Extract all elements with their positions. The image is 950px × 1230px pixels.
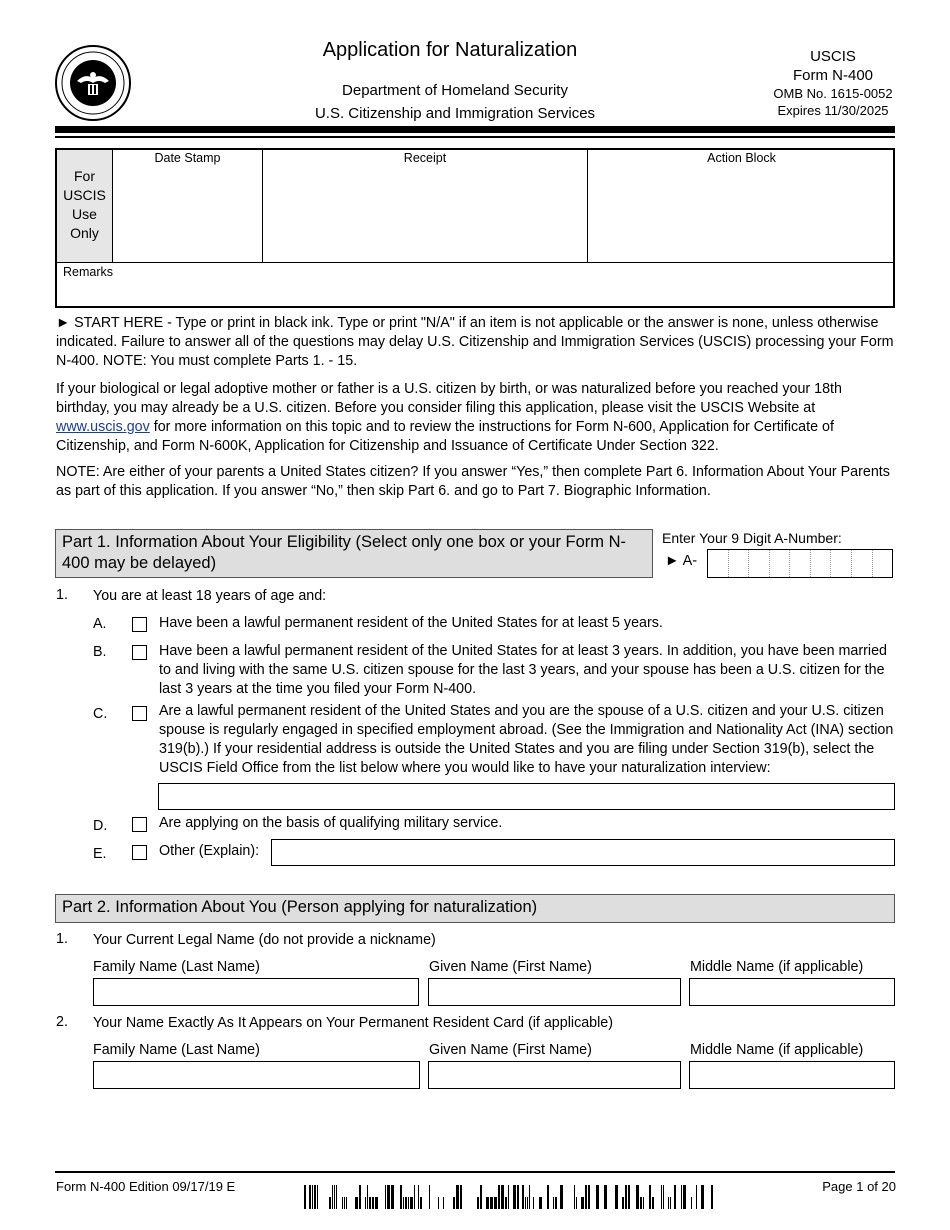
option-e-letter: E. xyxy=(93,846,107,862)
page-number: Page 1 of 20 xyxy=(822,1179,896,1194)
option-d-checkbox[interactable] xyxy=(132,817,147,832)
option-e-checkbox[interactable] xyxy=(132,845,147,860)
part1-header: Part 1. Information About Your Eligibility (Select only one box or your Form N-400 may be delayed) xyxy=(55,529,653,578)
option-c-checkbox[interactable] xyxy=(132,706,147,721)
middle-name-label: Middle Name (if applicable) xyxy=(690,959,864,975)
uscis-use-only-box xyxy=(55,148,895,308)
part2-item2-number: 2. xyxy=(56,1014,68,1030)
option-c-letter: C. xyxy=(93,706,108,722)
a-number-prefix: ► A- xyxy=(665,553,698,569)
expiration-date: Expires 11/30/2025 xyxy=(777,103,889,118)
uscis-website-link[interactable]: www.uscis.gov xyxy=(56,419,150,435)
omb-number: OMB No. 1615-0052 xyxy=(773,86,893,101)
uscis-use-only-label: For USCIS Use Only xyxy=(57,150,113,262)
start-here-instructions: ► START HERE - Type or print in black ink. Type or print "N/A" if an item is not applicable or the answer is none, unless otherwise indicated. Failure to answer all of the questions may delay U.S. Citizenship and Immigration Services (USCIS) processing your Form N-400. NOTE: You must complete Parts 1. - 15. xyxy=(56,315,894,369)
header-rule-thick xyxy=(55,126,895,133)
parents-note: NOTE: Are either of your parents a United States citizen? If you answer “Yes,” then complete Part 6. Information About Your Parents as part of this application. If you answer “No,” then skip Part 6. and go to Part 7. Biographic Information. xyxy=(56,464,890,499)
form-edition: Form N-400 Edition 09/17/19 E xyxy=(56,1179,236,1194)
option-b-letter: B. xyxy=(93,644,107,660)
option-b-text: Have been a lawful permanent resident of the United States for at least 3 years. In addition, you have been married to and living with the same U.S. citizen spouse for the last 3 years, and your spouse has been a U.S. citizen for the last 3 years at the time you filed your Form N-400. xyxy=(159,643,887,697)
option-e-text: Other (Explain): xyxy=(159,843,260,859)
part1-item-number: 1. xyxy=(56,587,68,603)
option-a-letter: A. xyxy=(93,616,107,632)
prc-given-name-input[interactable] xyxy=(428,1061,681,1089)
action-block-cell: Action Block xyxy=(707,151,776,165)
resident-card-name-question: Your Name Exactly As It Appears on Your Permanent Resident Card (if applicable) xyxy=(93,1015,614,1031)
other-explain-input[interactable] xyxy=(271,839,895,866)
given-name-input[interactable] xyxy=(428,978,681,1006)
remarks-cell: Remarks xyxy=(57,262,893,306)
part1-question: You are at least 18 years of age and: xyxy=(93,588,327,604)
family-name-input[interactable] xyxy=(93,978,419,1006)
citizenship-info-paragraph: If your biological or legal adoptive mother or father is a U.S. citizen by birth, or was naturalized before you reached your 18th birthday, you may already be a U.S. citizen. Before you consider filing this application, please visit the USCIS Website at www.uscis.gov for more information on this topic and to review the instructions for Form N-600, Application for Certificate of Citizenship, and Form N-600K, Application for Citizenship and Issuance of Certificate Under Section 322. xyxy=(56,381,842,454)
a-number-input[interactable] xyxy=(707,549,893,578)
date-stamp-cell: Date Stamp xyxy=(113,150,263,262)
given-name-label: Given Name (First Name) xyxy=(429,959,592,975)
receipt-cell: Receipt xyxy=(263,150,588,262)
prc-family-name-label: Family Name (Last Name) xyxy=(93,1042,260,1058)
form-agency: USCIS xyxy=(810,48,856,65)
prc-middle-name-label: Middle Name (if applicable) xyxy=(690,1042,864,1058)
a-number-label: Enter Your 9 Digit A-Number: xyxy=(662,530,842,546)
barcode-icon xyxy=(304,1185,714,1209)
form-subtitle xyxy=(260,79,650,125)
option-a-checkbox[interactable] xyxy=(132,617,147,632)
agency-name: U.S. Citizenship and Immigration Services xyxy=(314,105,596,122)
form-title: Application for Naturalization xyxy=(322,39,578,61)
prc-family-name-input[interactable] xyxy=(93,1061,420,1089)
prc-middle-name-input[interactable] xyxy=(689,1061,895,1089)
family-name-label: Family Name (Last Name) xyxy=(93,959,260,975)
prc-given-name-label: Given Name (First Name) xyxy=(429,1042,592,1058)
option-d-letter: D. xyxy=(93,818,108,834)
part2-item1-number: 1. xyxy=(56,931,68,947)
dhs-seal-icon xyxy=(55,45,131,121)
option-d-text: Are applying on the basis of qualifying military service. xyxy=(159,815,503,831)
footer-rule xyxy=(55,1171,895,1173)
department-name: Department of Homeland Security xyxy=(342,82,568,99)
option-b-checkbox[interactable] xyxy=(132,645,147,660)
header-rule-thin xyxy=(55,136,895,138)
middle-name-input[interactable] xyxy=(689,978,895,1006)
form-identifier xyxy=(760,47,906,119)
option-a-text: Have been a lawful permanent resident of the United States for at least 5 years. xyxy=(159,615,663,631)
current-legal-name-question: Your Current Legal Name (do not provide a nickname) xyxy=(93,932,436,948)
field-office-input[interactable] xyxy=(158,783,895,810)
form-number: Form N-400 xyxy=(792,67,874,84)
option-c-text: Are a lawful permanent resident of the United States and you are the spouse of a U.S. citizen and your U.S. citizen spouse is regularly engaged in specified employment abroad. (See the Immigration and Nationality Act (INA) section 319(b).) If your residential address is outside the United States and you are filing under Section 319(b), select the USCIS Field Office from the list below where you would like to have your naturalization interview: xyxy=(159,703,894,776)
part2-header: Part 2. Information About You (Person applying for naturalization) xyxy=(55,894,895,923)
